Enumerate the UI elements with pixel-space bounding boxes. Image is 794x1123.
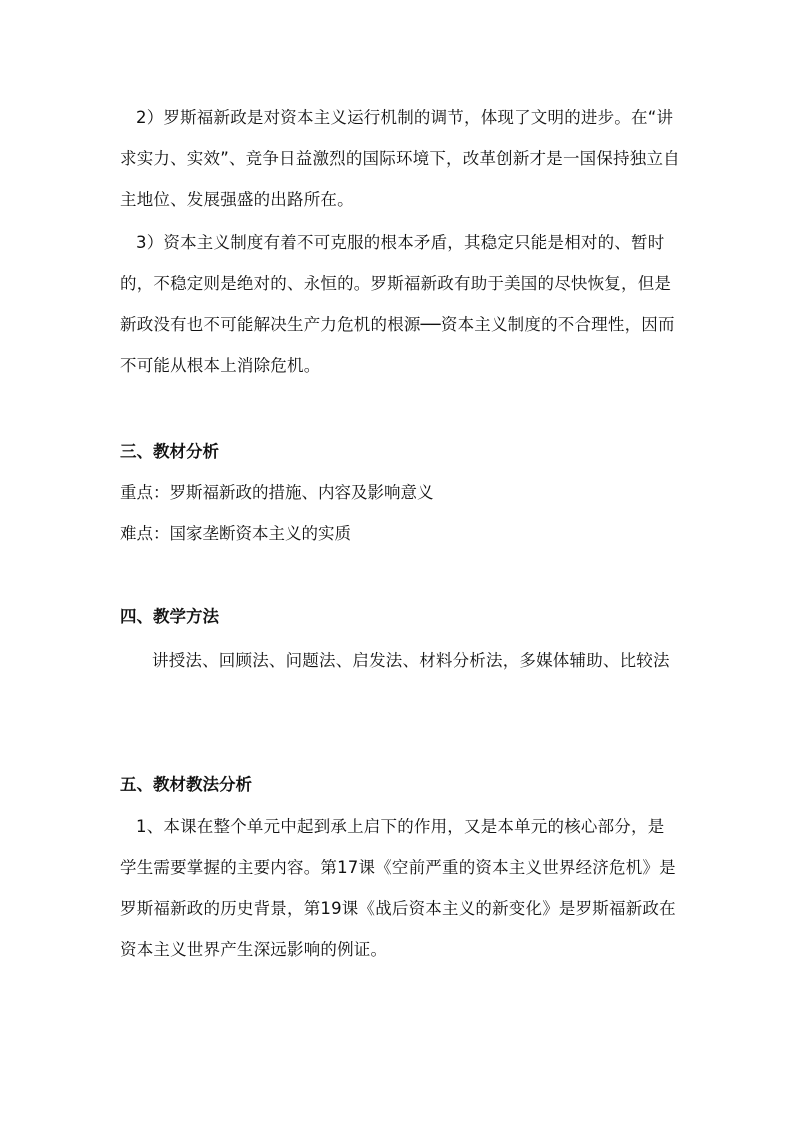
section-5-heading: 五、教材教法分析	[120, 775, 252, 794]
difficult-point-line: 难点：国家垄断资本主义的实质	[120, 524, 351, 543]
teaching-methods-paragraph: 讲授法、回顾法、问题法、启发法、材料分析法，多媒体辅助、比较法	[152, 651, 670, 670]
paragraph-point-2: 2）罗斯福新政是对资本主义运行机制的调节，体现了文明的进步。在“讲求实力、实效”、竞争日益激烈的国际环境下，改革创新才是一国保持独立自主地位、发展强盛的出路所在。	[120, 108, 680, 209]
section-4-heading: 四、教学方法	[120, 607, 219, 626]
key-point-line: 重点：罗斯福新政的措施、内容及影响意义	[120, 483, 434, 502]
section-3-heading: 三、教材分析	[120, 442, 219, 461]
paragraph-point-3: 3）资本主义制度有着不可克服的根本矛盾，其稳定只能是相对的、暂时的，不稳定则是绝对的、永恒的。罗斯福新政有助于美国的尽快恢复，但是新政没有也不可能解决生产力危机的根源──资本主义制度的不合理性，因而不可能从根本上消除危机。	[120, 233, 675, 375]
analysis-paragraph: 1、本课在整个单元中起到承上启下的作用，又是本单元的核心部分，是学生需要掌握的主要内容。第17课《空前严重的资本主义世界经济危机》是罗斯福新政的历史背景，第19课《战后资本主义的新变化》是罗斯福新政在资本主义世界产生深远影响的例证。	[120, 817, 676, 959]
